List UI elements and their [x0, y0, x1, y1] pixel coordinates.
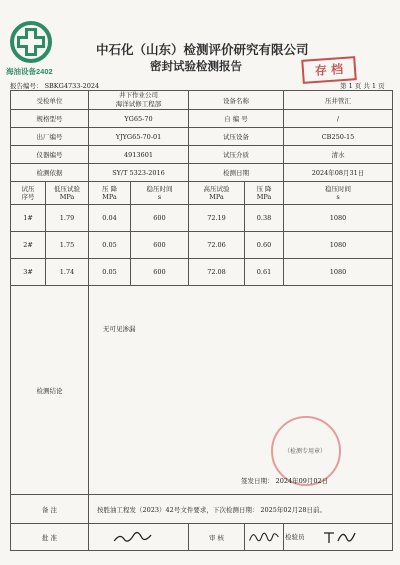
remark-row	[11, 495, 393, 524]
remark-text: 按胜油工程发（2023）42号文件要求，下次检测日期： 2025年02月28日前。	[89, 495, 393, 524]
test-cell: 3#	[11, 259, 46, 286]
device-name-value: 压井管汇	[284, 91, 393, 110]
test-row	[11, 205, 393, 232]
page-number: 第 1 页 共 1 页	[340, 82, 385, 90]
approve-signature	[89, 524, 189, 551]
self-no-label: 自 编 号	[189, 110, 284, 128]
test-header-row	[11, 182, 393, 205]
test-cell: 1.75	[46, 232, 89, 259]
info-row-instrument	[11, 146, 393, 164]
inspector-cell	[284, 524, 393, 551]
factory-no-label: 出厂编号	[11, 128, 89, 146]
conclusion-row	[11, 286, 393, 495]
test-cell: 1.79	[46, 205, 89, 232]
test-cell: 1080	[284, 205, 393, 232]
test-cell: 1.74	[46, 259, 89, 286]
device-name-label: 设备名称	[189, 91, 284, 110]
special-stamp-label: （检测专用章）	[284, 448, 327, 456]
factory-no-value: YJYG65-70-01	[89, 128, 189, 146]
header-high-pressure: 高压试验 MPa	[189, 182, 245, 205]
client-line1: 井下作业公司	[119, 91, 158, 99]
remark-label: 备 注	[11, 495, 89, 524]
conclusion-label: 检测结论	[11, 286, 89, 495]
medium-value: 清水	[284, 146, 393, 164]
test-row	[11, 232, 393, 259]
test-cell: 1080	[284, 232, 393, 259]
medium-label: 试压介质	[189, 146, 284, 164]
header-low-pressure: 低压试验 MPa	[46, 182, 89, 205]
client-value	[89, 91, 189, 110]
report-title: 密封试验检测报告	[150, 59, 242, 73]
info-row-client	[11, 91, 393, 110]
header-low-hold: 稳压时间 s	[131, 182, 189, 205]
review-label: 审 核	[189, 524, 245, 551]
test-equipment-label: 试压设备	[189, 128, 284, 146]
test-cell: 72.19	[189, 205, 245, 232]
client-label: 受检单位	[11, 91, 89, 110]
company-name: 中石化（山东）检测评价研究有限公司	[96, 42, 309, 57]
test-cell: 0.04	[89, 205, 131, 232]
conclusion-text: 无可见渗漏	[103, 325, 136, 334]
archive-stamp: 存 档	[301, 56, 357, 84]
test-cell: 600	[131, 205, 189, 232]
company-logo	[6, 20, 56, 64]
test-cell: 1#	[11, 205, 46, 232]
instrument-no-label: 仪器编号	[11, 146, 89, 164]
info-row-factory	[11, 128, 393, 146]
test-cell: 0.05	[89, 232, 131, 259]
test-cell: 72.06	[189, 232, 245, 259]
basis-value: SY/T 5323-2016	[89, 164, 189, 182]
issue-date: 签发日期： 2024年09月02日	[241, 477, 329, 486]
approve-label: 批 准	[11, 524, 89, 551]
test-cell: 2#	[11, 232, 46, 259]
approve-signature-mark	[90, 527, 187, 547]
test-date-label: 检测日期	[189, 164, 284, 182]
review-signature	[245, 524, 284, 551]
inspector-signature-mark	[317, 527, 363, 547]
test-row	[11, 259, 393, 286]
test-cell: 0.61	[245, 259, 284, 286]
header-seq: 试压 序号	[11, 182, 46, 205]
info-row-model	[11, 110, 393, 128]
test-cell: 600	[131, 232, 189, 259]
basis-label: 检测依据	[11, 164, 89, 182]
review-signature-mark	[246, 527, 282, 547]
conclusion-area	[89, 286, 393, 495]
self-no-value: /	[284, 110, 393, 128]
test-cell: 0.60	[245, 232, 284, 259]
report-number: 报告编号： SBKG4733-2024	[10, 82, 100, 90]
test-cell: 1080	[284, 259, 393, 286]
test-cell: 0.05	[89, 259, 131, 286]
test-cell: 72.08	[189, 259, 245, 286]
model-label: 规格型号	[11, 110, 89, 128]
logo-caption: 海油设备2402	[6, 67, 53, 76]
test-cell: 0.38	[245, 205, 284, 232]
test-equipment-value: CB250-15	[284, 128, 393, 146]
test-cell: 600	[131, 259, 189, 286]
instrument-no-value: 4913601	[89, 146, 189, 164]
inspector-label: 检验员	[285, 533, 305, 542]
report-table	[10, 90, 393, 551]
header-high-hold: 稳压时间 s	[284, 182, 393, 205]
signoff-row	[11, 524, 393, 551]
test-date-value: 2024年08月31日	[284, 164, 393, 182]
client-line2: 海洋试修工程部	[115, 100, 162, 109]
header-low-drop: 压 降 MPa	[89, 182, 131, 205]
model-value: YG65-70	[89, 110, 189, 128]
info-row-basis	[11, 164, 393, 182]
header-high-drop: 压 降 MPa	[245, 182, 284, 205]
